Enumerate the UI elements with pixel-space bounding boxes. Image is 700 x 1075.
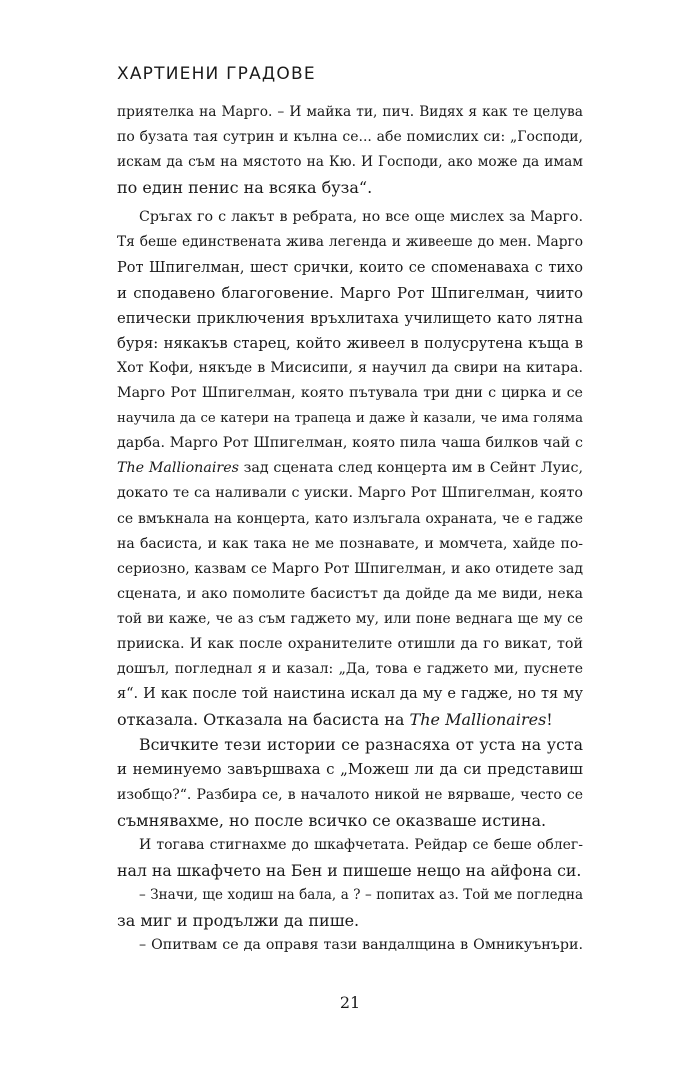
text-line: за миг и продължи да пише. xyxy=(117,911,360,930)
text-line: нал на шкафчето на Бен и пишеше нещо на айфона си. xyxy=(117,860,582,880)
text-line xyxy=(117,456,583,481)
text-line: приятелка на Марго. – И майка ти, пич. Видях я как те целува xyxy=(117,104,583,120)
text-line: по един пенис на всяка буза“. xyxy=(117,178,373,198)
text-line: той ви каже, че аз съм гаджето му, или поне веднага ще му се xyxy=(117,610,583,627)
text-line: съмнявахме, но после всичко се оказваше истина. xyxy=(117,810,547,830)
text-line: буря: някакъв старец, който живеел в полусрутена къща в xyxy=(117,334,583,352)
text-line: дошъл, погледнал я и казал: „Да, това е гаджето ми, пуснете xyxy=(117,661,583,678)
text-line: и сподавено благоговение. Марго Рот Шпигелман, чиито xyxy=(117,283,583,302)
text-line: Тя беше единствената жива легенда и живееше до мен. Марго xyxy=(117,234,583,251)
body-text xyxy=(117,100,583,958)
text-line: Хот Кофи, някъде в Мисисипи, я научил да свири на китара. xyxy=(117,359,583,376)
text-span: ! xyxy=(546,710,553,730)
text-line: Марго Рот Шпигелман, която пътувала три дни с цирка и се xyxy=(117,385,583,402)
text-line: я“. И как после той наистина искал да му е гадже, но тя му xyxy=(117,686,583,703)
text-line: И тогава стигнахме до шкафчетата. Рейдар се беше облег- xyxy=(139,836,583,853)
text-line: на басиста, и как така не ме познавате, и момчета, хайде по- xyxy=(117,535,583,552)
text-line: – Опитвам се да оправя тази вандалщина в Омникуънъри. xyxy=(139,937,583,954)
text-span: отказала. Отказала на басиста на xyxy=(117,710,410,730)
text-line: дарба. Марго Рот Шпигелман, която пила чаша билков чай с xyxy=(117,435,583,452)
text-line: се вмъкнала на концерта, като излъгала охраната, че е гадже xyxy=(117,510,583,527)
running-head: ХАРТИЕНИ ГРАДОВЕ xyxy=(117,64,316,84)
italic-band-name: The Mallionaires xyxy=(117,460,239,477)
text-line: и неминуемо завършваха с „Можеш ли да си представиш xyxy=(117,760,583,779)
text-line: – Значи, ще ходиш на бала, а ? – попитах аз. Той ме погледна xyxy=(139,886,583,903)
text-line: сериозно, казвам се Марго Рот Шпигелман, и ако отидете зад xyxy=(117,560,583,577)
page-number: 21 xyxy=(339,993,361,1012)
text-span: зад сцената след концерта им в Сейнт Луис, xyxy=(238,460,583,477)
text-line: прииска. И как после охранителите отишли да го викат, той xyxy=(117,635,583,652)
text-line: Всичките тези истории се разнасяха от уста на уста xyxy=(139,735,583,755)
text-line: научила да се катери на трапеца и даже ѝ казали, че има голяма xyxy=(117,411,583,427)
italic-band-name: The Mallionaires xyxy=(409,710,547,730)
text-line: Рот Шпигелман, шест срички, които се споменаваха с тихо xyxy=(117,259,583,276)
text-line: изобщо?“. Разбира се, в началото никой не вярваше, често се xyxy=(117,786,583,803)
text-line: докато те са наливали с уиски. Марго Рот Шпигелман, която xyxy=(117,485,583,502)
text-line: Сръгах го с лакът в ребрата, но все още мислех за Марго. xyxy=(139,209,583,226)
text-line: по бузата тая сутрин и кълна се... абе помислих си: „Господи, xyxy=(117,129,583,146)
text-line: епически приключения връхлитаха училището като лятна xyxy=(117,309,583,327)
text-line: сцената, и ако помолите басистът да дойде да ме види, нека xyxy=(117,585,583,602)
text-line: искам да съм на мястото на Кю. И Господи, ако може да имам xyxy=(117,154,583,171)
text-line xyxy=(117,707,583,732)
